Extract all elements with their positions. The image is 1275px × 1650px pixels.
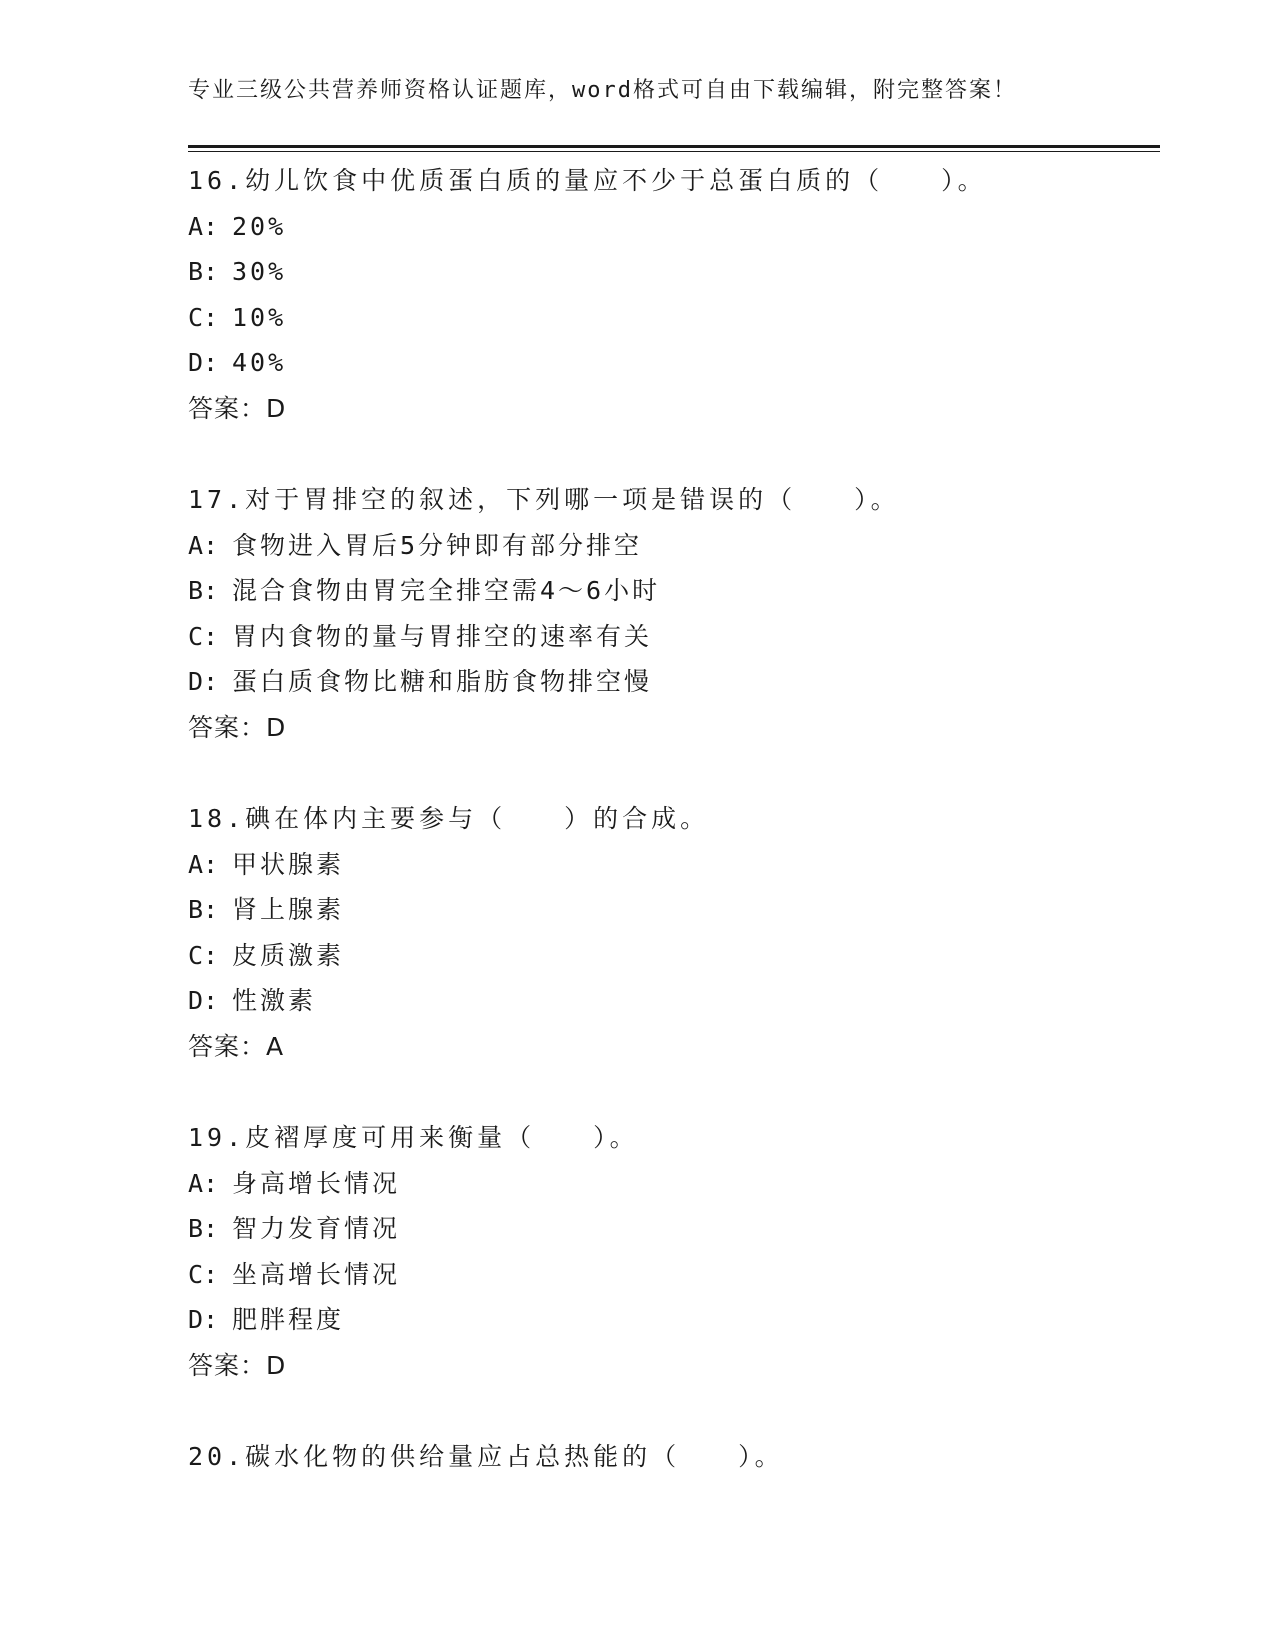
question-20 [188,1434,1168,1480]
option-a [188,1161,1168,1207]
question-17 [188,477,1168,750]
option-letter: A: [188,211,219,241]
question-18 [188,796,1168,1069]
question-stem: 16.幼儿饮食中优质蛋白质的量应不少于总蛋白质的（ ）。 [188,166,987,195]
option-text: 甲状腺素 [232,849,345,879]
answer-line: 答案：D [188,393,287,423]
option-text: 坐高增长情况 [232,1259,401,1289]
option-letter: C: [188,1259,219,1289]
option-text: 混合食物由胃完全排空需4～6小时 [232,576,661,605]
option-c [188,933,1168,979]
option-letter: A: [188,849,219,879]
option-letter: A: [188,1168,219,1198]
option-c [188,295,1168,341]
option-text: 肥胖程度 [232,1305,345,1334]
option-d [188,659,1168,705]
option-letter: D: [188,986,219,1015]
question-stem: 20.碳水化物的供给量应占总热能的（ ）。 [188,1442,784,1471]
option-letter: C: [188,621,219,651]
header-divider-thick [188,145,1160,148]
option-letter: B: [188,1214,219,1243]
option-letter: B: [188,895,219,924]
option-c [188,614,1168,660]
question-stem: 19.皮褶厚度可用来衡量（ ）。 [188,1123,639,1152]
answer-line: 答案：D [188,712,287,742]
option-text: 性激素 [232,986,317,1015]
option-letter: D: [188,1305,219,1334]
option-a [188,842,1168,888]
option-a [188,523,1168,569]
answer-line: 答案：A [188,1031,285,1061]
option-b [188,887,1168,933]
option-a [188,204,1168,250]
option-b [188,568,1168,614]
option-text: 肾上腺素 [232,895,345,924]
option-letter: C: [188,302,219,332]
question-16 [188,158,1168,431]
option-d [188,340,1168,386]
page-header: 专业三级公共营养师资格认证题库，word格式可自由下载编辑，附完整答案！ [188,78,1017,103]
option-text: 10% [232,302,287,332]
question-stem: 18.碘在体内主要参与（ ）的合成。 [188,804,710,833]
option-text: 食物进入胃后5分钟即有部分排空 [232,530,643,560]
option-b [188,249,1168,295]
option-text: 皮质激素 [232,940,345,970]
option-b [188,1206,1168,1252]
option-d [188,978,1168,1024]
option-text: 蛋白质食物比糖和脂肪食物排空慢 [232,667,653,696]
option-text: 30% [232,257,287,286]
option-letter: C: [188,940,219,970]
option-letter: A: [188,530,219,560]
option-text: 智力发育情况 [232,1214,401,1243]
option-c [188,1252,1168,1298]
option-text: 胃内食物的量与胃排空的速率有关 [232,621,653,651]
option-text: 40% [232,348,287,377]
option-letter: B: [188,576,219,605]
option-letter: D: [188,667,219,696]
question-stem: 17.对于胃排空的叙述，下列哪一项是错误的（ ）。 [188,485,900,514]
option-letter: B: [188,257,219,286]
header-divider-thin [188,151,1160,152]
answer-line: 答案：D [188,1350,287,1380]
option-text: 身高增长情况 [232,1168,401,1198]
option-text: 20% [232,211,287,241]
option-letter: D: [188,348,219,377]
option-d [188,1297,1168,1343]
question-19 [188,1115,1168,1388]
